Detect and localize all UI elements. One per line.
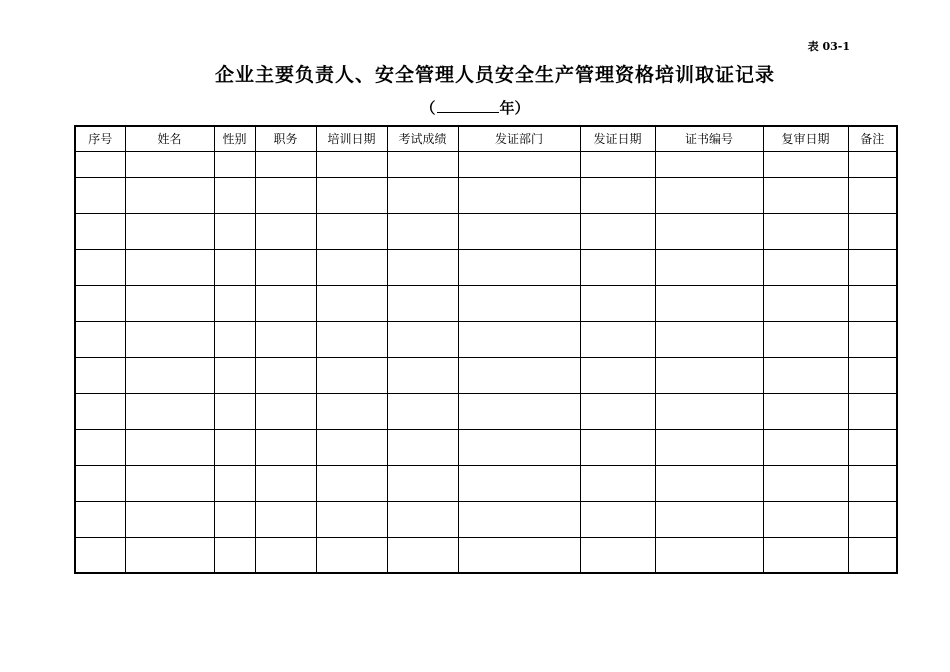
table-cell[interactable] bbox=[848, 429, 897, 465]
year-suffix: 年） bbox=[499, 99, 530, 117]
table-cell[interactable] bbox=[255, 321, 316, 357]
table-cell[interactable] bbox=[255, 249, 316, 285]
table-cell[interactable] bbox=[75, 177, 125, 213]
table-cell[interactable] bbox=[848, 393, 897, 429]
table-cell[interactable] bbox=[387, 429, 458, 465]
table-cell[interactable] bbox=[214, 537, 255, 573]
table-cell[interactable] bbox=[255, 393, 316, 429]
table-cell[interactable] bbox=[214, 151, 255, 177]
table-row bbox=[75, 321, 897, 357]
year-open-paren: （ bbox=[420, 99, 436, 117]
column-header: 姓名 bbox=[125, 126, 214, 151]
table-cell[interactable] bbox=[75, 357, 125, 393]
table-row bbox=[75, 393, 897, 429]
table-row bbox=[75, 151, 897, 177]
table-cell[interactable] bbox=[316, 151, 387, 177]
table-cell[interactable] bbox=[655, 321, 763, 357]
table-cell[interactable] bbox=[458, 249, 580, 285]
table-row bbox=[75, 249, 897, 285]
table-cell[interactable] bbox=[580, 151, 655, 177]
table-cell[interactable] bbox=[387, 537, 458, 573]
table-cell[interactable] bbox=[125, 429, 214, 465]
table-body bbox=[75, 151, 897, 573]
table-cell[interactable] bbox=[458, 501, 580, 537]
table-cell[interactable] bbox=[848, 537, 897, 573]
table-cell[interactable] bbox=[255, 177, 316, 213]
table-cell[interactable] bbox=[214, 357, 255, 393]
table-cell[interactable] bbox=[75, 321, 125, 357]
table-cell[interactable] bbox=[255, 285, 316, 321]
table-cell[interactable] bbox=[316, 501, 387, 537]
table-cell[interactable] bbox=[255, 537, 316, 573]
table-cell[interactable] bbox=[458, 429, 580, 465]
table-cell[interactable] bbox=[387, 177, 458, 213]
table-cell[interactable] bbox=[255, 357, 316, 393]
table-cell[interactable] bbox=[214, 465, 255, 501]
table-cell[interactable] bbox=[763, 357, 848, 393]
table-cell[interactable] bbox=[255, 501, 316, 537]
table-row bbox=[75, 213, 897, 249]
column-header: 性别 bbox=[214, 126, 255, 151]
column-header: 证书编号 bbox=[655, 126, 763, 151]
table-cell[interactable] bbox=[458, 357, 580, 393]
table-cell[interactable] bbox=[848, 151, 897, 177]
table-cell[interactable] bbox=[214, 285, 255, 321]
table-cell[interactable] bbox=[848, 321, 897, 357]
table-cell[interactable] bbox=[580, 321, 655, 357]
table-cell[interactable] bbox=[214, 213, 255, 249]
table-cell[interactable] bbox=[763, 213, 848, 249]
table-cell[interactable] bbox=[763, 393, 848, 429]
table-row bbox=[75, 357, 897, 393]
table-cell[interactable] bbox=[125, 177, 214, 213]
table-cell[interactable] bbox=[75, 465, 125, 501]
table-cell[interactable] bbox=[655, 537, 763, 573]
table-cell[interactable] bbox=[580, 501, 655, 537]
table-cell[interactable] bbox=[848, 501, 897, 537]
table-cell[interactable] bbox=[387, 465, 458, 501]
table-cell[interactable] bbox=[580, 393, 655, 429]
table-cell[interactable] bbox=[387, 151, 458, 177]
table-cell[interactable] bbox=[655, 213, 763, 249]
table-cell[interactable] bbox=[316, 537, 387, 573]
table-cell[interactable] bbox=[848, 213, 897, 249]
table-cell[interactable] bbox=[848, 465, 897, 501]
table-cell[interactable] bbox=[316, 465, 387, 501]
column-header: 发证日期 bbox=[580, 126, 655, 151]
table-cell[interactable] bbox=[316, 429, 387, 465]
table-cell[interactable] bbox=[255, 151, 316, 177]
table-cell[interactable] bbox=[458, 151, 580, 177]
table-cell[interactable] bbox=[458, 465, 580, 501]
table-cell[interactable] bbox=[125, 501, 214, 537]
table-cell[interactable] bbox=[580, 213, 655, 249]
table-cell[interactable] bbox=[763, 429, 848, 465]
table-cell[interactable] bbox=[580, 429, 655, 465]
column-header: 复审日期 bbox=[763, 126, 848, 151]
table-cell[interactable] bbox=[75, 213, 125, 249]
table-cell[interactable] bbox=[763, 249, 848, 285]
table-cell[interactable] bbox=[387, 357, 458, 393]
table-cell[interactable] bbox=[316, 213, 387, 249]
table-cell[interactable] bbox=[763, 285, 848, 321]
table-cell[interactable] bbox=[255, 213, 316, 249]
column-header: 序号 bbox=[75, 126, 125, 151]
table-cell[interactable] bbox=[75, 151, 125, 177]
form-code: 表 03-1 bbox=[807, 40, 850, 53]
table-cell[interactable] bbox=[214, 501, 255, 537]
table-cell[interactable] bbox=[75, 501, 125, 537]
table-cell[interactable] bbox=[763, 151, 848, 177]
table-cell[interactable] bbox=[848, 285, 897, 321]
table-cell[interactable] bbox=[125, 393, 214, 429]
table-row bbox=[75, 429, 897, 465]
table-cell[interactable] bbox=[316, 177, 387, 213]
table-cell[interactable] bbox=[125, 249, 214, 285]
table-cell[interactable] bbox=[763, 465, 848, 501]
table-cell[interactable] bbox=[125, 465, 214, 501]
table-cell[interactable] bbox=[580, 357, 655, 393]
table-cell[interactable] bbox=[125, 321, 214, 357]
table-cell[interactable] bbox=[458, 213, 580, 249]
table-cell[interactable] bbox=[387, 501, 458, 537]
table-cell[interactable] bbox=[387, 285, 458, 321]
table-cell[interactable] bbox=[655, 393, 763, 429]
table-cell[interactable] bbox=[848, 249, 897, 285]
table-cell[interactable] bbox=[458, 285, 580, 321]
table-cell[interactable] bbox=[316, 357, 387, 393]
table-cell[interactable] bbox=[75, 537, 125, 573]
table-cell[interactable] bbox=[848, 177, 897, 213]
table-cell[interactable] bbox=[125, 213, 214, 249]
table-cell[interactable] bbox=[655, 465, 763, 501]
table-cell[interactable] bbox=[125, 151, 214, 177]
document-title: 企业主要负责人、安全管理人员安全生产管理资格培训取证记录 bbox=[214, 64, 775, 86]
table-cell[interactable] bbox=[387, 213, 458, 249]
table-row bbox=[75, 285, 897, 321]
column-header: 职务 bbox=[255, 126, 316, 151]
table-cell[interactable] bbox=[316, 321, 387, 357]
table-cell[interactable] bbox=[75, 429, 125, 465]
table-cell[interactable] bbox=[214, 249, 255, 285]
table-cell[interactable] bbox=[214, 321, 255, 357]
table-cell[interactable] bbox=[214, 429, 255, 465]
table-row bbox=[75, 465, 897, 501]
table-cell[interactable] bbox=[763, 537, 848, 573]
table-cell[interactable] bbox=[848, 357, 897, 393]
column-header: 发证部门 bbox=[458, 126, 580, 151]
table-cell[interactable] bbox=[387, 321, 458, 357]
year-line bbox=[0, 97, 950, 118]
table-cell[interactable] bbox=[316, 249, 387, 285]
table-cell[interactable] bbox=[580, 465, 655, 501]
table-cell[interactable] bbox=[655, 357, 763, 393]
training-record-table bbox=[74, 125, 898, 574]
column-header: 考试成绩 bbox=[387, 126, 458, 151]
table-cell[interactable] bbox=[655, 177, 763, 213]
table-cell[interactable] bbox=[125, 357, 214, 393]
table-cell[interactable] bbox=[316, 393, 387, 429]
table-cell[interactable] bbox=[763, 501, 848, 537]
column-header: 培训日期 bbox=[316, 126, 387, 151]
table-cell[interactable] bbox=[655, 429, 763, 465]
table-cell[interactable] bbox=[580, 177, 655, 213]
table-cell[interactable] bbox=[655, 151, 763, 177]
table-cell[interactable] bbox=[255, 465, 316, 501]
table-cell[interactable] bbox=[580, 249, 655, 285]
table-cell[interactable] bbox=[255, 429, 316, 465]
table-cell[interactable] bbox=[458, 321, 580, 357]
table-cell[interactable] bbox=[387, 249, 458, 285]
column-header: 备注 bbox=[848, 126, 897, 151]
year-blank-field[interactable] bbox=[437, 98, 499, 113]
table-cell[interactable] bbox=[655, 249, 763, 285]
table-cell[interactable] bbox=[763, 321, 848, 357]
table-row bbox=[75, 177, 897, 213]
header-row bbox=[75, 126, 897, 151]
table-cell[interactable] bbox=[458, 393, 580, 429]
table-cell[interactable] bbox=[75, 393, 125, 429]
table-row bbox=[75, 501, 897, 537]
table-cell[interactable] bbox=[125, 537, 214, 573]
table-cell[interactable] bbox=[316, 285, 387, 321]
table-cell[interactable] bbox=[75, 285, 125, 321]
table-cell[interactable] bbox=[458, 537, 580, 573]
table-cell[interactable] bbox=[75, 249, 125, 285]
table-cell[interactable] bbox=[655, 501, 763, 537]
table-cell[interactable] bbox=[214, 393, 255, 429]
table-cell[interactable] bbox=[580, 285, 655, 321]
table-cell[interactable] bbox=[763, 177, 848, 213]
table-cell[interactable] bbox=[458, 177, 580, 213]
table-cell[interactable] bbox=[387, 393, 458, 429]
table-cell[interactable] bbox=[655, 285, 763, 321]
table-row bbox=[75, 537, 897, 573]
table-cell[interactable] bbox=[580, 537, 655, 573]
table-cell[interactable] bbox=[214, 177, 255, 213]
table-cell[interactable] bbox=[125, 285, 214, 321]
